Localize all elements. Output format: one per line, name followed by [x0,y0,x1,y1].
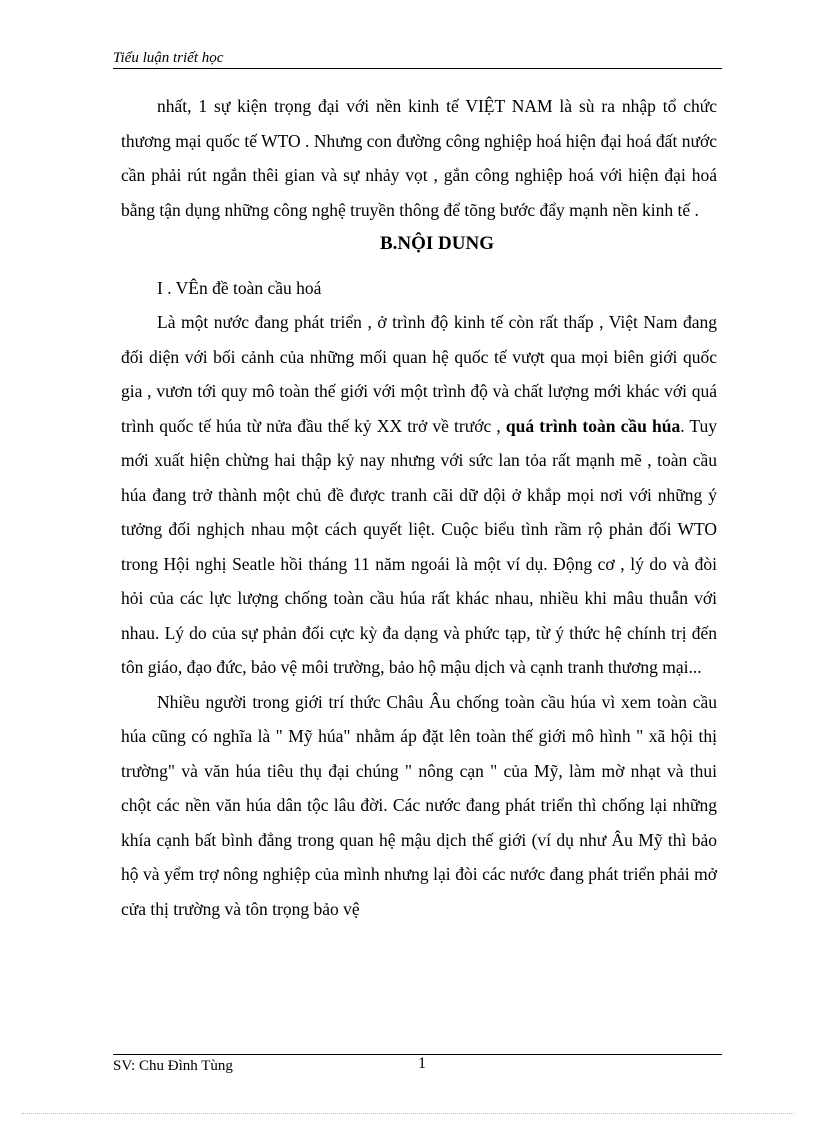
paragraph-text-part1: Là một nước đang phát triển , ở trình độ kinh tế còn rất thấp , Việt Nam đang đối diện với bối cảnh của những mối quan hệ quốc tế vượt qua mọi biên giới quốc gia , vươn tới quy mô toàn thế giới với một trình độ và chất lượng mới khác với quá trình quốc tế húa từ nửa đầu thế kỷ XX trở về trước , [121,312,717,436]
subsection-title: I . VÊn đề toàn cầu hoá [157,277,322,298]
intro-paragraph: nhất, 1 sự kiện trọng đại với nền kinh tế VIỆT NAM là sù ra nhập tổ chức thương mại quốc tế WTO . Nhưng con đường công nghiệp hoá hiện đại hoá đất nước cần phải rút ngắn thêi gian và sự nhảy vọt , gắn công nghiệp hoá với hiện đại hoá bằng tận dụng những công nghệ truyền thông để tõng bước đẩy mạnh nền kinh tế . [121,96,717,220]
section-heading: B.NỘI DUNG [379,233,494,254]
page-number: 1 [418,1055,426,1072]
footer-author: SV: Chu Đình Tùng [113,1058,233,1074]
paragraph-text-part2: . Tuy mới xuất hiện chừng hai thập kỷ nay nhưng với sức lan tỏa rất mạnh mẽ , toàn cầu húa đang trở thành một chủ đề được tranh cãi dữ dội ở khắp mọi nơi với những ý tưởng đối nghịch nhau một cách quyết liệt. Cuộc biểu tình rầm rộ phản đối WTO trong Hội nghị Seatle hồi tháng 11 năm ngoái là một ví dụ. Động cơ , lý do và đòi hỏi của các lực lượng chống toàn cầu húa rất khác nhau, nhiều khi mâu thuẫn với nhau. Lý do của sự phản đối cực kỳ đa dạng và phức tạp, từ ý thức hệ chính trị đến tôn giáo, đạo đức, bảo vệ môi trường, bảo hộ mậu dịch và cạnh tranh thương mại... [121,415,717,677]
paragraph-europe: Nhiều người trong giới trí thức Châu Âu chống toàn cầu húa vì xem toàn cầu húa cũng có nghĩa là " Mỹ húa" nhằm áp đặt lên toàn thế giới mô hình " xã hội thị trường" và văn húa tiêu thụ đại chúng " nông cạn " của Mỹ, làm mờ nhạt và thui chột các nền văn húa dân tộc lâu đời. Các nước đang phát triển thì chống lại những khía cạnh bất bình đẳng trong quan hệ mậu dịch thế giới (ví dụ như Âu Mỹ thì bảo hộ và yểm trợ nông nghiệp của mình nhưng lại đòi các nước đang phát triển phải mở cửa thị trường và tôn trọng bảo vệ [121,691,717,919]
page-edge-divider [22,1113,794,1114]
bold-term: quá trình toàn cầu húa [505,415,681,436]
header-divider [113,68,722,69]
paragraph-globalization [121,305,717,685]
page-header-title: Tiểu luận triết học [113,50,224,66]
document-body [121,89,717,926]
